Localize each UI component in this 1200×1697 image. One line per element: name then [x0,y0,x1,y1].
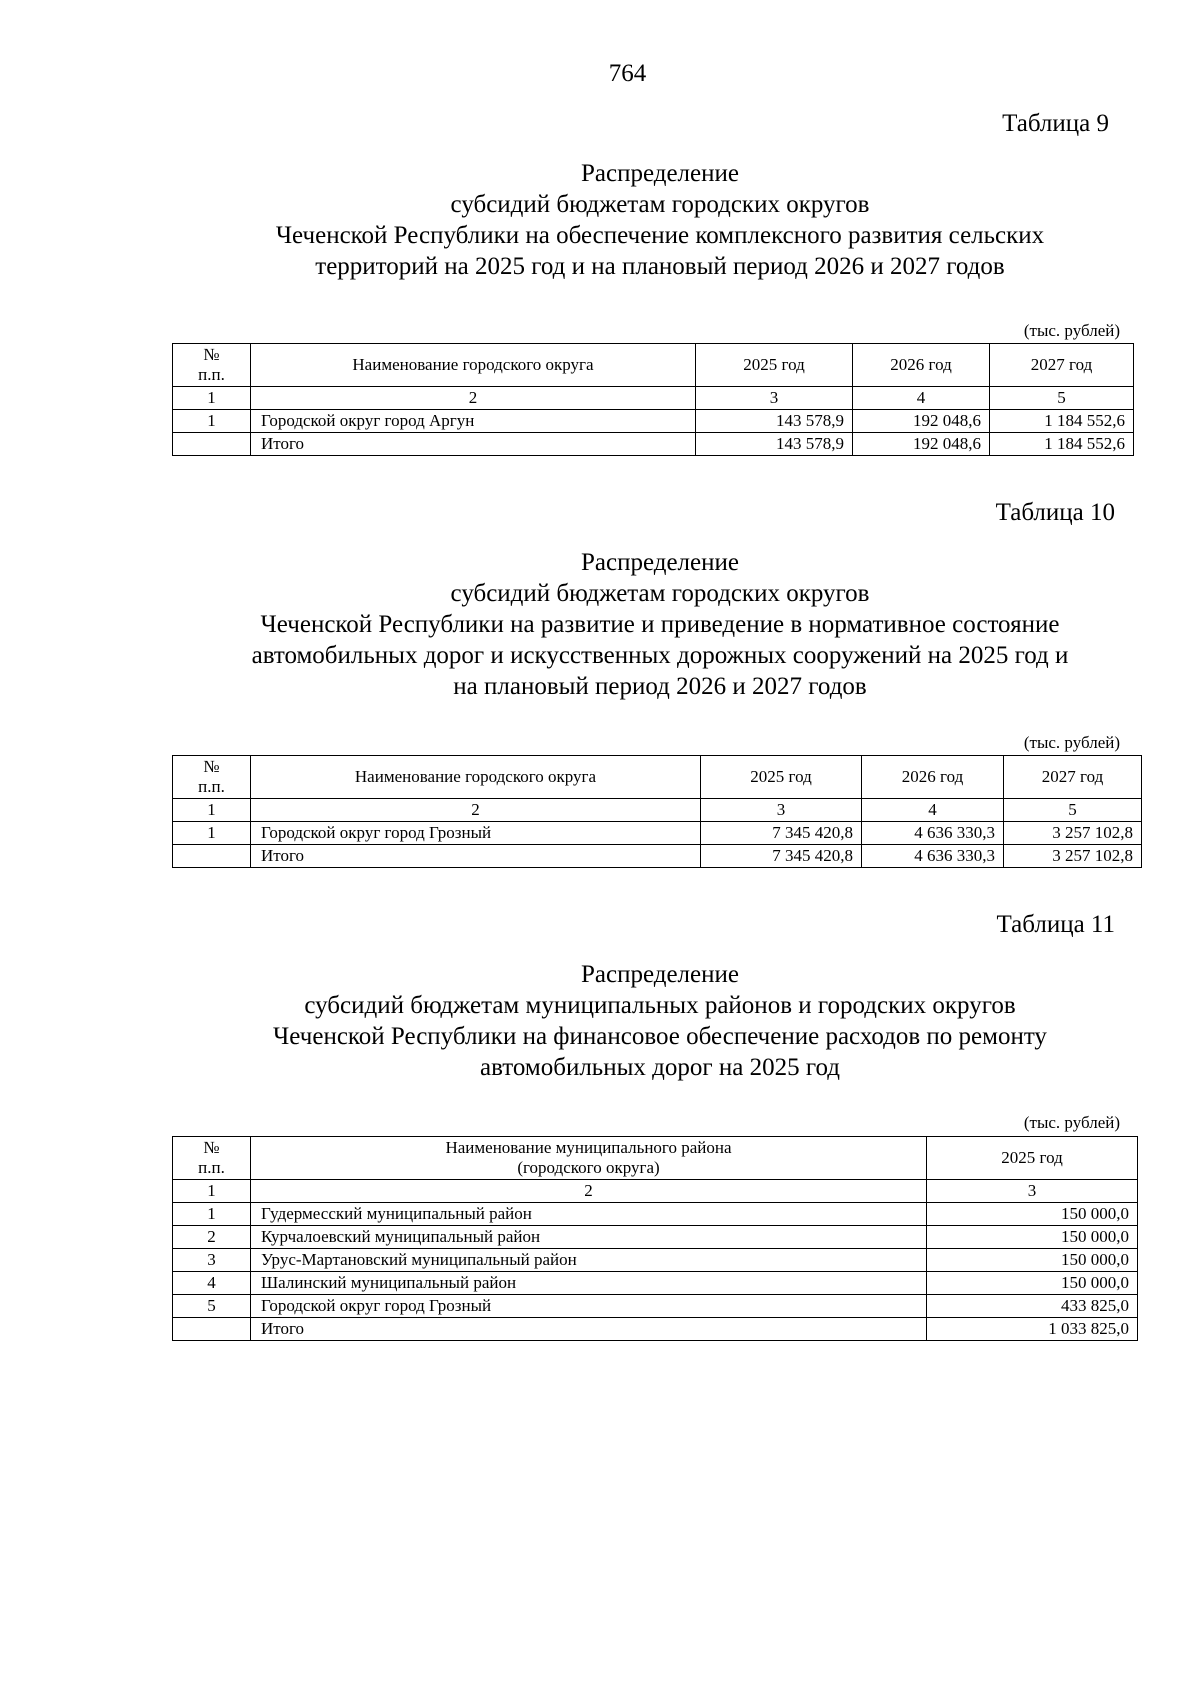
header-cell: № п.п. [173,344,251,387]
total-row [173,433,1134,456]
header-cell: Наименование городского округа [251,344,696,387]
cell [173,433,251,456]
table-row [173,1272,1138,1295]
cell: 1 184 552,6 [990,433,1134,456]
index-cell: 2 [251,1180,927,1203]
cell: 1 [173,410,251,433]
title-line: автомобильных дорог и искусственных дорожных сооружений на 2025 год и [251,642,1069,669]
cell: 3 257 102,8 [1004,822,1142,845]
cell: 433 825,0 [927,1295,1138,1318]
cell: 4 [173,1272,251,1295]
header-cell: 2027 год [1004,756,1142,799]
header-cell: 2025 год [927,1137,1138,1180]
table-title [160,158,1160,282]
header-cell: Наименование муниципального района (городского округа) [251,1137,927,1180]
title-line: Распределение [581,549,739,576]
title-line: территорий на 2025 год и на плановый период 2026 и 2027 годов [315,253,1005,280]
title-line: Распределение [581,961,739,988]
index-cell: 3 [696,387,853,410]
cell: 5 [173,1295,251,1318]
table-label: Таблица 9 [1002,110,1109,137]
cell: 192 048,6 [853,433,990,456]
header-cell: № п.п. [173,1137,251,1180]
title-line: на плановый период 2026 и 2027 годов [453,673,867,700]
units-label: (тыс. рублей) [1023,1113,1120,1132]
data-table [172,1136,1138,1341]
table-row [173,1295,1138,1318]
header-cell: 2025 год [696,344,853,387]
index-row [173,387,1134,410]
cell: 192 048,6 [853,410,990,433]
cell: Итого [251,845,701,868]
index-cell: 3 [701,799,862,822]
title-line: автомобильных дорог на 2025 год [480,1054,840,1081]
title-line: Чеченской Республики на развитие и приведение в нормативное состояние [260,611,1060,638]
data-table [172,343,1134,456]
title-line: Чеченской Республики на обеспечение комплексного развития сельских [275,222,1045,249]
index-row [173,1180,1138,1203]
cell: 143 578,9 [696,433,853,456]
cell [173,1318,251,1341]
units-label: (тыс. рублей) [1023,321,1120,340]
total-row [173,1318,1138,1341]
index-cell: 3 [927,1180,1138,1203]
cell: Городской округ город Аргун [251,410,696,433]
index-cell: 4 [862,799,1004,822]
table-row [173,1249,1138,1272]
cell: 143 578,9 [696,410,853,433]
total-row [173,845,1142,868]
cell: 1 [173,1203,251,1226]
cell: 1 033 825,0 [927,1318,1138,1341]
cell: 1 184 552,6 [990,410,1134,433]
index-cell: 2 [251,387,696,410]
table-row [173,1203,1138,1226]
table-row [173,1226,1138,1249]
cell: 3 [173,1249,251,1272]
cell [173,845,251,868]
index-cell: 1 [173,1180,251,1203]
index-cell: 1 [173,799,251,822]
cell: 150 000,0 [927,1203,1138,1226]
table-title [160,959,1160,1083]
title-line: Распределение [581,160,739,187]
cell: Курчалоевский муниципальный район [251,1226,927,1249]
cell: 1 [173,822,251,845]
header-cell: Наименование городского округа [251,756,701,799]
cell: Городской округ город Грозный [251,822,701,845]
index-cell: 4 [853,387,990,410]
header-row [173,344,1134,387]
cell: Шалинский муниципальный район [251,1272,927,1295]
units-label: (тыс. рублей) [1023,733,1120,752]
header-cell: 2026 год [853,344,990,387]
cell: 3 257 102,8 [1004,845,1142,868]
index-cell: 5 [1004,799,1142,822]
cell: 4 636 330,3 [862,822,1004,845]
index-cell: 2 [251,799,701,822]
table-label: Таблица 11 [996,911,1115,938]
cell: 150 000,0 [927,1249,1138,1272]
index-cell: 1 [173,387,251,410]
title-line: субсидий бюджетам городских округов [450,191,870,218]
index-row [173,799,1142,822]
cell: 150 000,0 [927,1226,1138,1249]
table-row [173,822,1142,845]
table-label: Таблица 10 [995,499,1115,526]
header-cell: № п.п. [173,756,251,799]
cell: Городской округ город Грозный [251,1295,927,1318]
header-cell: 2026 год [862,756,1004,799]
cell: 7 345 420,8 [701,845,862,868]
cell: 2 [173,1226,251,1249]
table-row [173,410,1134,433]
cell: 4 636 330,3 [862,845,1004,868]
title-line: Чеченской Республики на финансовое обеспечение расходов по ремонту [273,1023,1047,1050]
cell: Итого [251,433,696,456]
page-number: 764 [608,60,647,87]
cell: Итого [251,1318,927,1341]
title-line: субсидий бюджетам муниципальных районов и городских округов [304,992,1016,1019]
cell: Урус-Мартановский муниципальный район [251,1249,927,1272]
header-cell: 2027 год [990,344,1134,387]
index-cell: 5 [990,387,1134,410]
data-table [172,755,1142,868]
header-cell: 2025 год [701,756,862,799]
cell: Гудермесский муниципальный район [251,1203,927,1226]
header-row [173,1137,1138,1180]
header-row [173,756,1142,799]
cell: 150 000,0 [927,1272,1138,1295]
table-title [160,547,1160,702]
title-line: субсидий бюджетам городских округов [450,580,870,607]
cell: 7 345 420,8 [701,822,862,845]
